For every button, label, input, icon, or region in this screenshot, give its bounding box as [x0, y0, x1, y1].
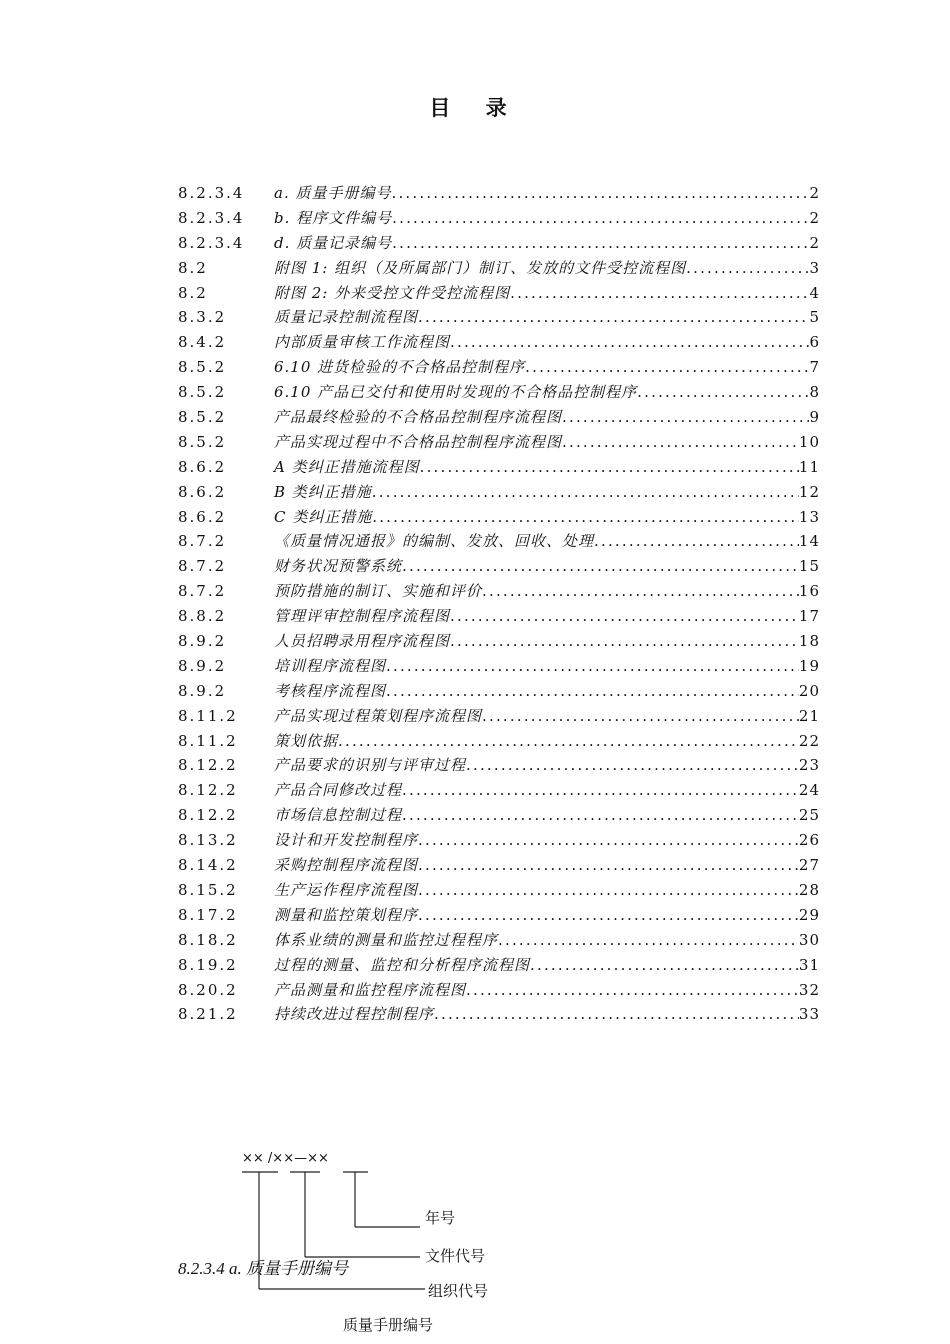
toc-entry-title: 产品最终检验的不合格品控制程序流程图 — [274, 408, 563, 427]
toc-entry-title: 持续改进过程控制程序 — [274, 1005, 435, 1024]
toc-section-number: 8.11.2 — [178, 706, 238, 725]
toc-page-number: 21 — [798, 706, 820, 725]
toc-section-number: 8.7.2 — [178, 582, 227, 601]
toc-entry-title: 设计和开发控制程序 — [274, 831, 419, 850]
toc-entry-title: 过程的测量、监控和分析程序流程图 — [274, 955, 531, 974]
toc-page-number: 26 — [798, 831, 820, 850]
toc-section-number: 8.5.2 — [178, 358, 227, 377]
toc-entry-title: 产品合同修改过程 — [274, 781, 403, 800]
toc-section-number: 8.12.2 — [178, 806, 238, 825]
toc-entry-title: B 类纠正措施 — [274, 482, 372, 501]
toc-section-number: 8.5.2 — [178, 408, 227, 427]
toc-entry-title: 培训程序流程图 — [274, 656, 387, 675]
toc-entry-title: 采购控制程序流程图 — [274, 856, 419, 875]
toc-page-number: 2 — [809, 208, 820, 227]
toc-page-number: 18 — [798, 632, 820, 651]
toc-entry-title: 财务状况预警系统 — [274, 557, 403, 576]
toc-entry-title: 内部质量审核工作流程图 — [274, 333, 451, 352]
section-heading: 8.2.3.4 a. 质量手册编号 — [178, 1259, 348, 1278]
toc-page-number: 2 — [809, 233, 820, 252]
toc-section-number: 8.9.2 — [178, 632, 227, 651]
toc-page-number: 28 — [798, 880, 820, 899]
label-year: 年号 — [425, 1209, 456, 1227]
toc-page-number: 6 — [809, 333, 820, 352]
toc-section-number: 8.6.2 — [178, 507, 227, 526]
toc-entry-title: 产品实现过程策划程序流程图 — [274, 706, 483, 725]
toc-entry-title: 体系业绩的测量和监控过程程序 — [274, 930, 499, 949]
toc-section-number: 8.18.2 — [178, 930, 238, 949]
toc-section-number: 8.14.2 — [178, 856, 238, 875]
toc-page-number: 4 — [809, 283, 820, 302]
toc-page-number: 2 — [809, 184, 820, 202]
toc-entry-title: 市场信息控制过程 — [274, 806, 403, 825]
toc-entry-title: 产品测量和监控程序流程图 — [274, 980, 467, 999]
toc-page-number: 8 — [809, 383, 820, 402]
code-format: ×× /××—×× — [242, 1151, 329, 1166]
toc-page-number: 30 — [798, 930, 820, 949]
toc-entry-title: 附图 2: 外来受控文件受控流程图 — [274, 283, 511, 302]
toc-section-number: 8.11.2 — [178, 731, 238, 750]
toc-entry-title: 管理评审控制程序流程图 — [274, 607, 451, 626]
toc-page-number: 20 — [798, 681, 820, 700]
toc-page-number: 23 — [798, 756, 820, 775]
toc-section-number: 8.13.2 — [178, 831, 238, 850]
toc-section-number: 8.15.2 — [178, 880, 238, 899]
toc-page-number: 19 — [798, 656, 820, 675]
toc-page-number: 22 — [798, 731, 820, 750]
toc-page-number: 9 — [809, 408, 820, 427]
toc-page-number: 3 — [809, 258, 820, 277]
toc-section-number: 8.3.2 — [178, 308, 227, 327]
toc-entry-title: b. 程序文件编号 — [274, 208, 393, 227]
toc-page-number: 14 — [798, 532, 820, 551]
toc-section-number: 8.7.2 — [178, 532, 227, 551]
toc-section-number: 8.5.2 — [178, 383, 227, 402]
toc-section-number: 8.6.2 — [178, 457, 227, 476]
toc-entry-title: a. 质量手册编号 — [274, 184, 392, 202]
toc-page-number: 32 — [798, 980, 820, 999]
toc-page-number: 5 — [809, 308, 820, 327]
diagram-caption: 质量手册编号 — [343, 1316, 434, 1334]
toc-section-number: 8.20.2 — [178, 980, 238, 999]
page-title: 目 录 — [429, 95, 521, 120]
toc-page-number: 10 — [798, 432, 820, 451]
toc-entry-title: 策划依据 — [274, 731, 339, 750]
toc-entry-title: 6.10 进货检验的不合格品控制程序 — [274, 358, 526, 377]
toc-section-number: 8.2.3.4 — [178, 184, 245, 202]
toc-entry-title: 产品要求的识别与评审过程 — [274, 756, 467, 775]
toc-section-number: 8.5.2 — [178, 432, 227, 451]
toc-entry-title: 预防措施的制订、实施和评价 — [274, 582, 483, 601]
toc-section-number: 8.7.2 — [178, 557, 227, 576]
toc-section-number: 8.9.2 — [178, 681, 227, 700]
toc-section-number: 8.17.2 — [178, 905, 238, 924]
toc-section-number: 8.12.2 — [178, 781, 238, 800]
label-file-code: 文件代号 — [425, 1247, 486, 1265]
toc-page-number: 25 — [798, 806, 820, 825]
toc-entry-title: A 类纠正措施流程图 — [274, 457, 420, 476]
toc-page-number: 11 — [798, 457, 820, 476]
toc-section-number: 8.19.2 — [178, 955, 238, 974]
toc-section-number: 8.2.3.4 — [178, 233, 245, 252]
toc-page-number: 31 — [798, 955, 820, 974]
toc-page-number: 7 — [809, 358, 820, 377]
toc-entry-title: 产品实现过程中不合格品控制程序流程图 — [274, 432, 563, 451]
toc-entry-title: 附图 1: 组织（及所属部门）制订、发放的文件受控流程图 — [274, 258, 687, 277]
toc-page-number: 27 — [798, 856, 820, 875]
toc-entry-title: d. 质量记录编号 — [274, 233, 393, 252]
toc-entry-title: 人员招聘录用程序流程图 — [274, 632, 451, 651]
toc-section-number: 8.8.2 — [178, 607, 227, 626]
toc-entry-title: 6.10 产品已交付和使用时发现的不合格品控制程序 — [274, 383, 638, 402]
toc-section-number: 8.21.2 — [178, 1005, 238, 1024]
label-org-code: 组织代号 — [428, 1282, 489, 1300]
toc-page-number: 33 — [798, 1005, 820, 1024]
toc-section-number: 8.2.3.4 — [178, 208, 245, 227]
toc-entry-title: 测量和监控策划程序 — [274, 905, 419, 924]
toc-page-number: 24 — [798, 781, 820, 800]
toc-page-number: 17 — [798, 607, 820, 626]
toc-entry-title: C 类纠正措施 — [274, 507, 373, 526]
toc-section-number: 8.12.2 — [178, 756, 238, 775]
toc-entry-title: 考核程序流程图 — [274, 681, 387, 700]
toc-section-number: 8.6.2 — [178, 482, 227, 501]
toc-entry-title: 质量记录控制流程图 — [274, 308, 419, 327]
toc-section-number: 8.2 — [178, 258, 208, 277]
toc-page-number: 15 — [798, 557, 820, 576]
toc-page-number: 12 — [798, 482, 820, 501]
toc-entry-title: 《质量情况通报》的编制、发放、回收、处理 — [274, 532, 595, 551]
toc-page-number: 29 — [798, 905, 820, 924]
toc-section-number: 8.4.2 — [178, 333, 227, 352]
toc-section-number: 8.2 — [178, 283, 208, 302]
toc-page-number: 13 — [798, 507, 820, 526]
toc-entry-title: 生产运作程序流程图 — [274, 880, 419, 899]
toc-page-number: 16 — [798, 582, 820, 601]
toc-section-number: 8.9.2 — [178, 656, 227, 675]
